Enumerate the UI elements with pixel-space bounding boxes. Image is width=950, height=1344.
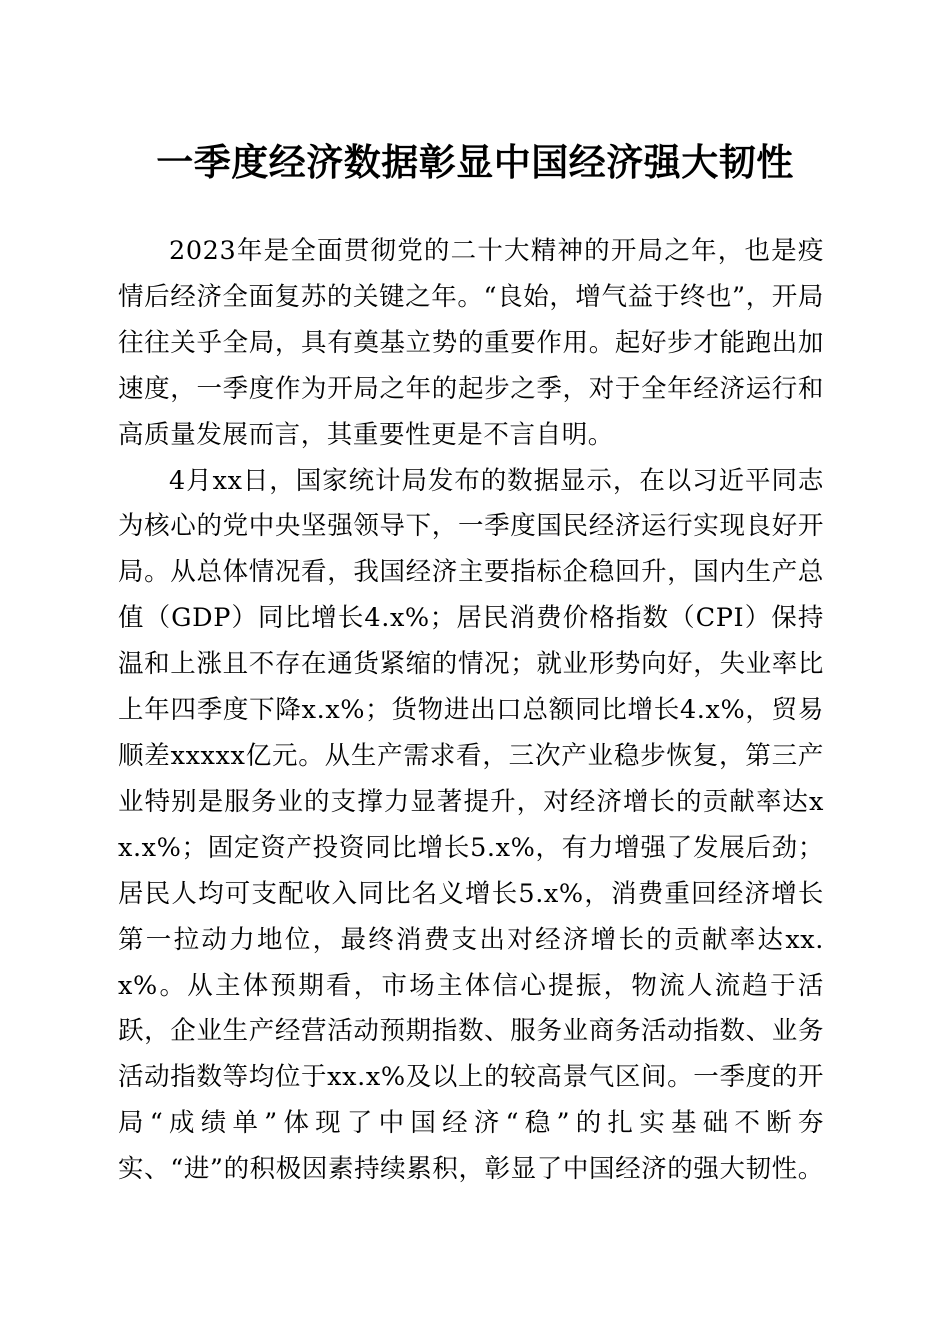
paragraph-2: 4月xx日，国家统计局发布的数据显示，在以习近平同志为核心的党中央坚强领导下，一季度国民经济运行实现良好开局。从总体情况看，我国经济主要指标企稳回升，国内生产总值（GDP）同比增长4.x%；居民消费价格指数（CPI）保持温和上涨且不存在通货紧缩的情况；就业形势向好，失业率比上年四季度下降x.x%；货物进出口总额同比增长4.x%，贸易顺差xxxxx亿元。从生产需求看，三次产业稳步恢复，第三产业特别是服务业的支撑力显著提升，对经济增长的贡献率达xx.x%；固定资产投资同比增长5.x%，有力增强了发展后劲；居民人均可支配收入同比名义增长5.x%，消费重回经济增长第一拉动力地位，最终消费支出对经济增长的贡献率达xx.x%。从主体预期看，市场主体信心提振，物流人流趋于活跃，企业生产经营活动预期指数、服务业商务活动指数、业务活动指数等均位于xx.x%及以上的较高景气区间。一季度的开局“成绩单”体现了中国经济“稳”的扎实基础不断夯实、“进”的积极因素持续累积，彰显了中国经济的强大韧性。 [118, 465, 824, 1185]
document-body [118, 229, 824, 1193]
paragraph-1: 2023年是全面贯彻党的二十大精神的开局之年，也是疫情后经济全面复苏的关键之年。“良始，增气益于终也”，开局往往关乎全局，具有奠基立势的重要作用。起好步才能跑出加速度，一季度作为开局之年的起步之季，对于全年经济运行和高质量发展而言，其重要性更是不言自明。 [118, 236, 824, 450]
document-title: 一季度经济数据彰显中国经济强大韧性 [156, 140, 794, 184]
